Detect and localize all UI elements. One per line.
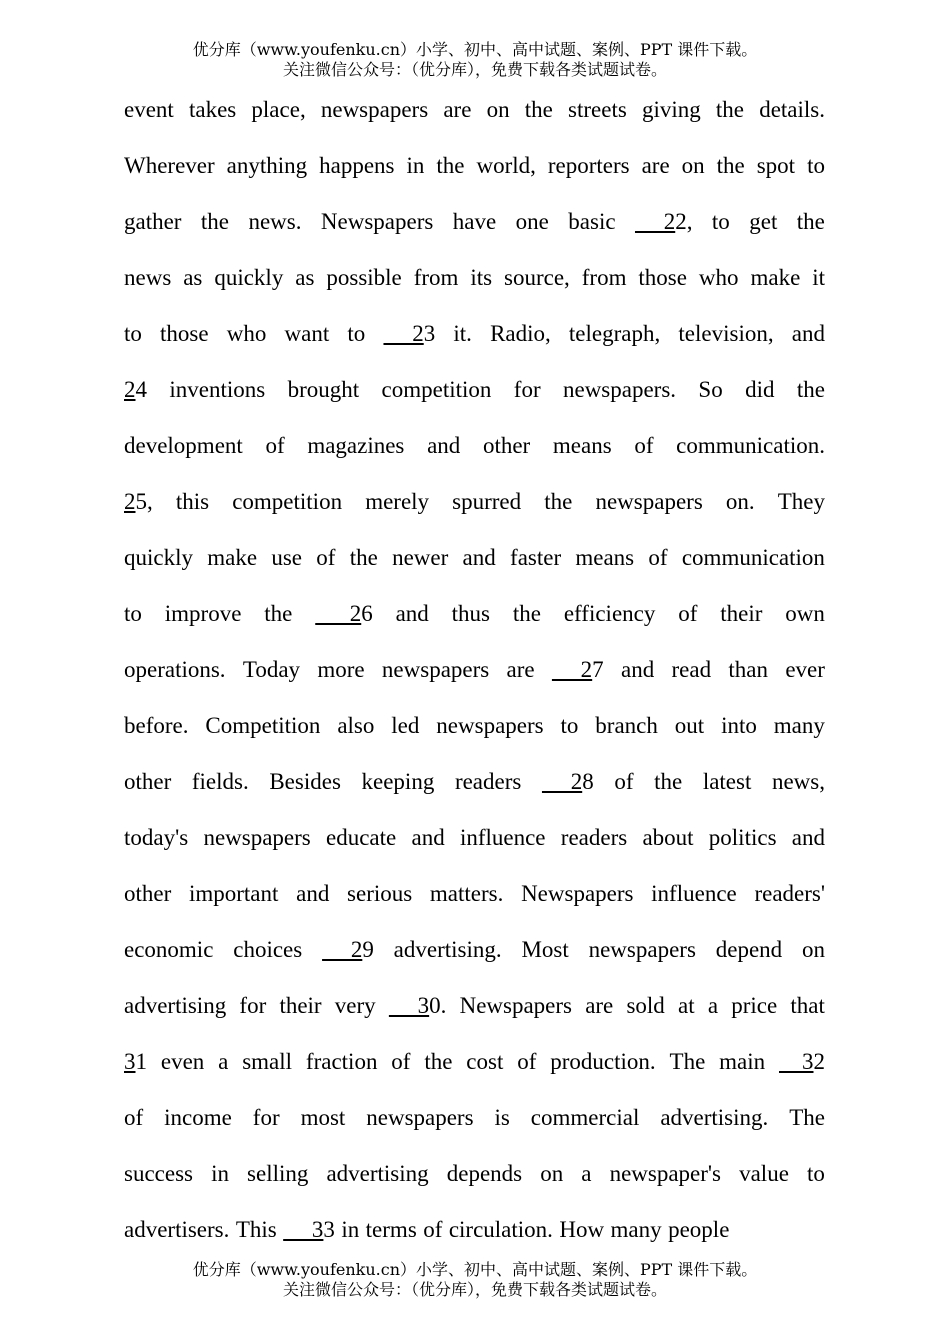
passage-word: 26 (315, 601, 373, 626)
passage-word: Newspapers (459, 993, 572, 1018)
passage-word: anything (226, 153, 308, 178)
passage-word: important (188, 881, 279, 906)
passage-word: it (812, 265, 825, 290)
passage-word: the (716, 153, 745, 178)
passage-word: keeping (361, 769, 435, 794)
passage-word: readers (454, 769, 522, 794)
passage-word: newspapers (588, 937, 696, 962)
passage-word: television, (678, 321, 774, 346)
passage-word: the (796, 209, 825, 234)
passage-word: the (715, 97, 745, 122)
passage-word: basic (568, 209, 616, 234)
passage-word: main (719, 1049, 766, 1074)
passage-line (124, 1034, 825, 1090)
passage-word: on (540, 1161, 564, 1186)
passage-word: make (207, 545, 258, 570)
passage-word: price (731, 993, 778, 1018)
page-header (0, 40, 950, 80)
passage-line (124, 1090, 825, 1146)
passage-word: of (265, 433, 285, 458)
passage-word: out (674, 713, 705, 738)
passage-word: the (654, 769, 683, 794)
passage-word: to (347, 321, 366, 346)
passage-word: 29 (322, 937, 374, 962)
passage-word: and (296, 881, 330, 906)
passage-word: many (773, 713, 825, 738)
passage-word: and (427, 433, 461, 458)
passage-word: 28 (541, 769, 594, 794)
passage-word: a (218, 1049, 229, 1074)
footer-line-1: 优分库（www.youfenku.cn）小学、初中、高中试题、案例、PPT 课件下载。 (192, 1260, 758, 1279)
passage-word: today's (124, 825, 189, 850)
passage-word: newspapers (320, 97, 429, 122)
passage-word: who (698, 265, 739, 290)
passage-word: even (160, 1049, 205, 1074)
passage-word: and (411, 825, 445, 850)
passage-word: news, (771, 769, 825, 794)
passage-word: Most (521, 937, 569, 962)
passage-word: economic (124, 937, 214, 962)
passage-word: means (575, 545, 635, 570)
passage-word: latest (702, 769, 752, 794)
passage-word: newspapers (366, 1105, 474, 1130)
passage-word: it. (453, 321, 472, 346)
passage-line (124, 530, 825, 586)
passage-word: for (252, 1105, 280, 1130)
passage-word: advertising. (393, 937, 502, 962)
passage-word: So (698, 377, 723, 402)
passage-word: other (124, 881, 172, 906)
passage-word: the (436, 153, 465, 178)
passage-word: brought (287, 377, 360, 402)
passage-word: in (211, 1161, 229, 1186)
passage-word: world, (476, 153, 536, 178)
passage-word: merely (365, 489, 430, 514)
passage-word: of (648, 545, 668, 570)
passage-word: at (678, 993, 695, 1018)
passage-word: advertising (124, 993, 227, 1018)
passage-word: advertisers. (124, 1217, 230, 1242)
passage-word: on (486, 97, 510, 122)
passage-line (124, 698, 825, 754)
passage-word: and (462, 545, 496, 570)
passage-word: of (517, 1049, 537, 1074)
passage-word: Newspapers (320, 209, 434, 234)
passage-word: fields. (191, 769, 249, 794)
passage-word: to (806, 1161, 825, 1186)
passage-word: people (668, 1217, 730, 1242)
passage-line (124, 82, 825, 138)
passage-word: the (200, 209, 230, 234)
passage-word: the (424, 1049, 453, 1074)
passage-word: Radio, (490, 321, 551, 346)
passage-word: to (807, 153, 825, 178)
passage-word: want (284, 321, 330, 346)
passage-word: are (585, 993, 614, 1018)
passage-word: place, (251, 97, 306, 122)
passage-word: and (791, 825, 825, 850)
passage-word: spot (756, 153, 796, 178)
passage-word: the (512, 601, 541, 626)
passage-word: led (391, 713, 420, 738)
passage-word: circulation. (448, 1217, 553, 1242)
passage-word: of (634, 433, 654, 458)
passage-word: news. (248, 209, 302, 234)
passage-word: on (802, 937, 825, 962)
passage-word: streets (568, 97, 627, 122)
passage-word: who (226, 321, 267, 346)
passage-word: faster (510, 545, 562, 570)
passage-line (124, 1146, 825, 1202)
passage-word: telegraph, (568, 321, 661, 346)
passage-word: magazines (307, 433, 405, 458)
passage-word: production. (550, 1049, 656, 1074)
header-line-1: 优分库（www.youfenku.cn）小学、初中、高中试题、案例、PPT 课件下载。 (192, 40, 758, 59)
passage-word: one (515, 209, 549, 234)
passage-word: get (749, 209, 778, 234)
passage-word: This (235, 1217, 277, 1242)
passage-line (124, 138, 825, 194)
passage-word: giving (641, 97, 701, 122)
passage-word: very (334, 993, 376, 1018)
passage-word: happens (319, 153, 395, 178)
passage-word: in (341, 1217, 360, 1242)
passage-line (124, 250, 825, 306)
passage-line (124, 194, 825, 250)
passage-word: make (750, 265, 801, 290)
passage-word: gather (124, 209, 182, 234)
passage-word: as (183, 265, 203, 290)
passage-word: other (482, 433, 531, 458)
passage-word: How (559, 1217, 605, 1242)
passage-word: the (544, 489, 573, 514)
passage-line (124, 866, 825, 922)
passage-word: readers (560, 825, 628, 850)
passage-line (124, 978, 825, 1034)
passage-word: as (295, 265, 315, 290)
passage-word: 27 (551, 657, 604, 682)
passage-word: newspapers (436, 713, 544, 738)
passage-word: those (160, 321, 209, 346)
passage-text (124, 82, 825, 1258)
passage-word: terms (365, 1217, 417, 1242)
passage-word: commercial (530, 1105, 640, 1130)
passage-line (124, 586, 825, 642)
passage-word: readers' (754, 881, 825, 906)
passage-word: 24 (124, 377, 147, 402)
passage-word: improve (164, 601, 242, 626)
passage-word: competition (381, 377, 492, 402)
passage-word: own (785, 601, 825, 626)
passage-word: depends (446, 1161, 523, 1186)
passage-word: fraction (305, 1049, 378, 1074)
passage-word: also (337, 713, 375, 738)
passage-word: 23 (383, 321, 436, 346)
passage-word: of (678, 601, 698, 626)
passage-word: sold (626, 993, 665, 1018)
passage-word: is (494, 1105, 510, 1130)
passage-word: more (317, 657, 365, 682)
passage-word: development (124, 433, 243, 458)
passage-word: Today (242, 657, 301, 682)
passage-word: are (641, 153, 670, 178)
passage-word: spurred (452, 489, 522, 514)
passage-word: to (124, 321, 142, 346)
passage-line (124, 1202, 825, 1258)
passage-word: in (406, 153, 425, 178)
passage-word: their (279, 993, 322, 1018)
passage-word: communication. (676, 433, 825, 458)
passage-word: inventions (169, 377, 266, 402)
passage-word: thus (451, 601, 491, 626)
passage-word: before. (124, 713, 189, 738)
passage-word: 31 (124, 1049, 147, 1074)
passage-word: many (610, 1217, 662, 1242)
passage-word: the (264, 601, 293, 626)
page-footer (0, 1260, 950, 1300)
passage-word: of (614, 769, 634, 794)
passage-word: income (164, 1105, 232, 1130)
passage-word: the (796, 377, 825, 402)
passage-word: of (423, 1217, 443, 1242)
passage-word: source, (504, 265, 570, 290)
passage-word: most (300, 1105, 346, 1130)
passage-word: and (395, 601, 429, 626)
passage-word: means (552, 433, 612, 458)
passage-word: Competition (205, 713, 321, 738)
passage-word: of (124, 1105, 144, 1130)
passage-line (124, 754, 825, 810)
passage-word: Wherever (124, 153, 215, 178)
passage-word: operations. (124, 657, 226, 682)
footer-line-2: 关注微信公众号：（优分库），免费下载各类试题试卷。 (282, 1280, 667, 1299)
passage-word: its (470, 265, 493, 290)
passage-word: cost (466, 1049, 504, 1074)
passage-word: to (124, 601, 142, 626)
passage-word: than (728, 657, 769, 682)
passage-word: newspapers (203, 825, 311, 850)
passage-word: takes (188, 97, 237, 122)
passage-word: The (669, 1049, 706, 1074)
passage-word: did (745, 377, 775, 402)
passage-word: ever (785, 657, 825, 682)
passage-line (124, 306, 825, 362)
passage-word: use (271, 545, 303, 570)
passage-word: value (739, 1161, 789, 1186)
passage-word: have (452, 209, 497, 234)
passage-word: read (671, 657, 712, 682)
passage-word: a (707, 993, 719, 1018)
passage-word: into (721, 713, 757, 738)
passage-word: choices (233, 937, 303, 962)
passage-word: The (789, 1105, 825, 1130)
passage-word: for (239, 993, 267, 1018)
passage-word: newspapers (595, 489, 703, 514)
passage-word: communication (681, 545, 825, 570)
passage-word: educate (326, 825, 397, 850)
passage-word: advertising (326, 1161, 429, 1186)
passage-word: newspapers. (562, 377, 677, 402)
passage-line (124, 362, 825, 418)
passage-word: reporters (547, 153, 630, 178)
passage-word: depend (715, 937, 783, 962)
passage-word: 33 (283, 1217, 335, 1242)
passage-word: possible (326, 265, 402, 290)
passage-line (124, 642, 825, 698)
passage-word: of (316, 545, 336, 570)
passage-word: their (720, 601, 763, 626)
passage-word: are (506, 657, 535, 682)
passage-word: competition (232, 489, 343, 514)
passage-word: on. (725, 489, 755, 514)
passage-word: for (513, 377, 541, 402)
passage-word: newspapers (381, 657, 490, 682)
passage-word: quickly (214, 265, 284, 290)
passage-word: influence (651, 881, 737, 906)
passage-word: success (124, 1161, 193, 1186)
passage-word: this (175, 489, 210, 514)
passage-word: from (581, 265, 627, 290)
passage-word: selling (247, 1161, 309, 1186)
passage-word: branch (595, 713, 658, 738)
passage-word: 22, (634, 209, 693, 234)
passage-word: those (638, 265, 687, 290)
header-line-2: 关注微信公众号：（优分库），免费下载各类试题试卷。 (282, 60, 667, 79)
passage-word: advertising. (660, 1105, 769, 1130)
passage-word: and (791, 321, 825, 346)
passage-word: from (413, 265, 459, 290)
passage-line (124, 810, 825, 866)
passage-word: that (790, 993, 825, 1018)
passage-word: other (124, 769, 172, 794)
passage-word: Besides (269, 769, 341, 794)
passage-word: 32 (779, 1049, 825, 1074)
passage-word: small (242, 1049, 293, 1074)
passage-word: serious (347, 881, 413, 906)
passage-word: influence (459, 825, 546, 850)
passage-line (124, 418, 825, 474)
passage-word: quickly (124, 545, 193, 570)
passage-word: They (777, 489, 825, 514)
passage-line (124, 922, 825, 978)
passage-word: about (642, 825, 694, 850)
passage-word: a (581, 1161, 592, 1186)
passage-word: to (560, 713, 579, 738)
passage-word: details. (759, 97, 825, 122)
passage-word: the (349, 545, 378, 570)
passage-word: event (124, 97, 174, 122)
passage-word: politics (708, 825, 777, 850)
passage-word: are (443, 97, 472, 122)
passage-word: efficiency (563, 601, 656, 626)
passage-word: 25, (124, 489, 153, 514)
passage-word: and (620, 657, 655, 682)
passage-line (124, 474, 825, 530)
passage-word: on (681, 153, 705, 178)
passage-word: matters. (429, 881, 504, 906)
passage-word: newspaper's (609, 1161, 722, 1186)
passage-word: of (391, 1049, 411, 1074)
passage-word: newer (392, 545, 449, 570)
passage-word: to (711, 209, 730, 234)
passage-word: Newspapers (521, 881, 634, 906)
passage-word: the (524, 97, 553, 122)
passage-word: news (124, 265, 172, 290)
passage-word: 30. (388, 993, 447, 1018)
